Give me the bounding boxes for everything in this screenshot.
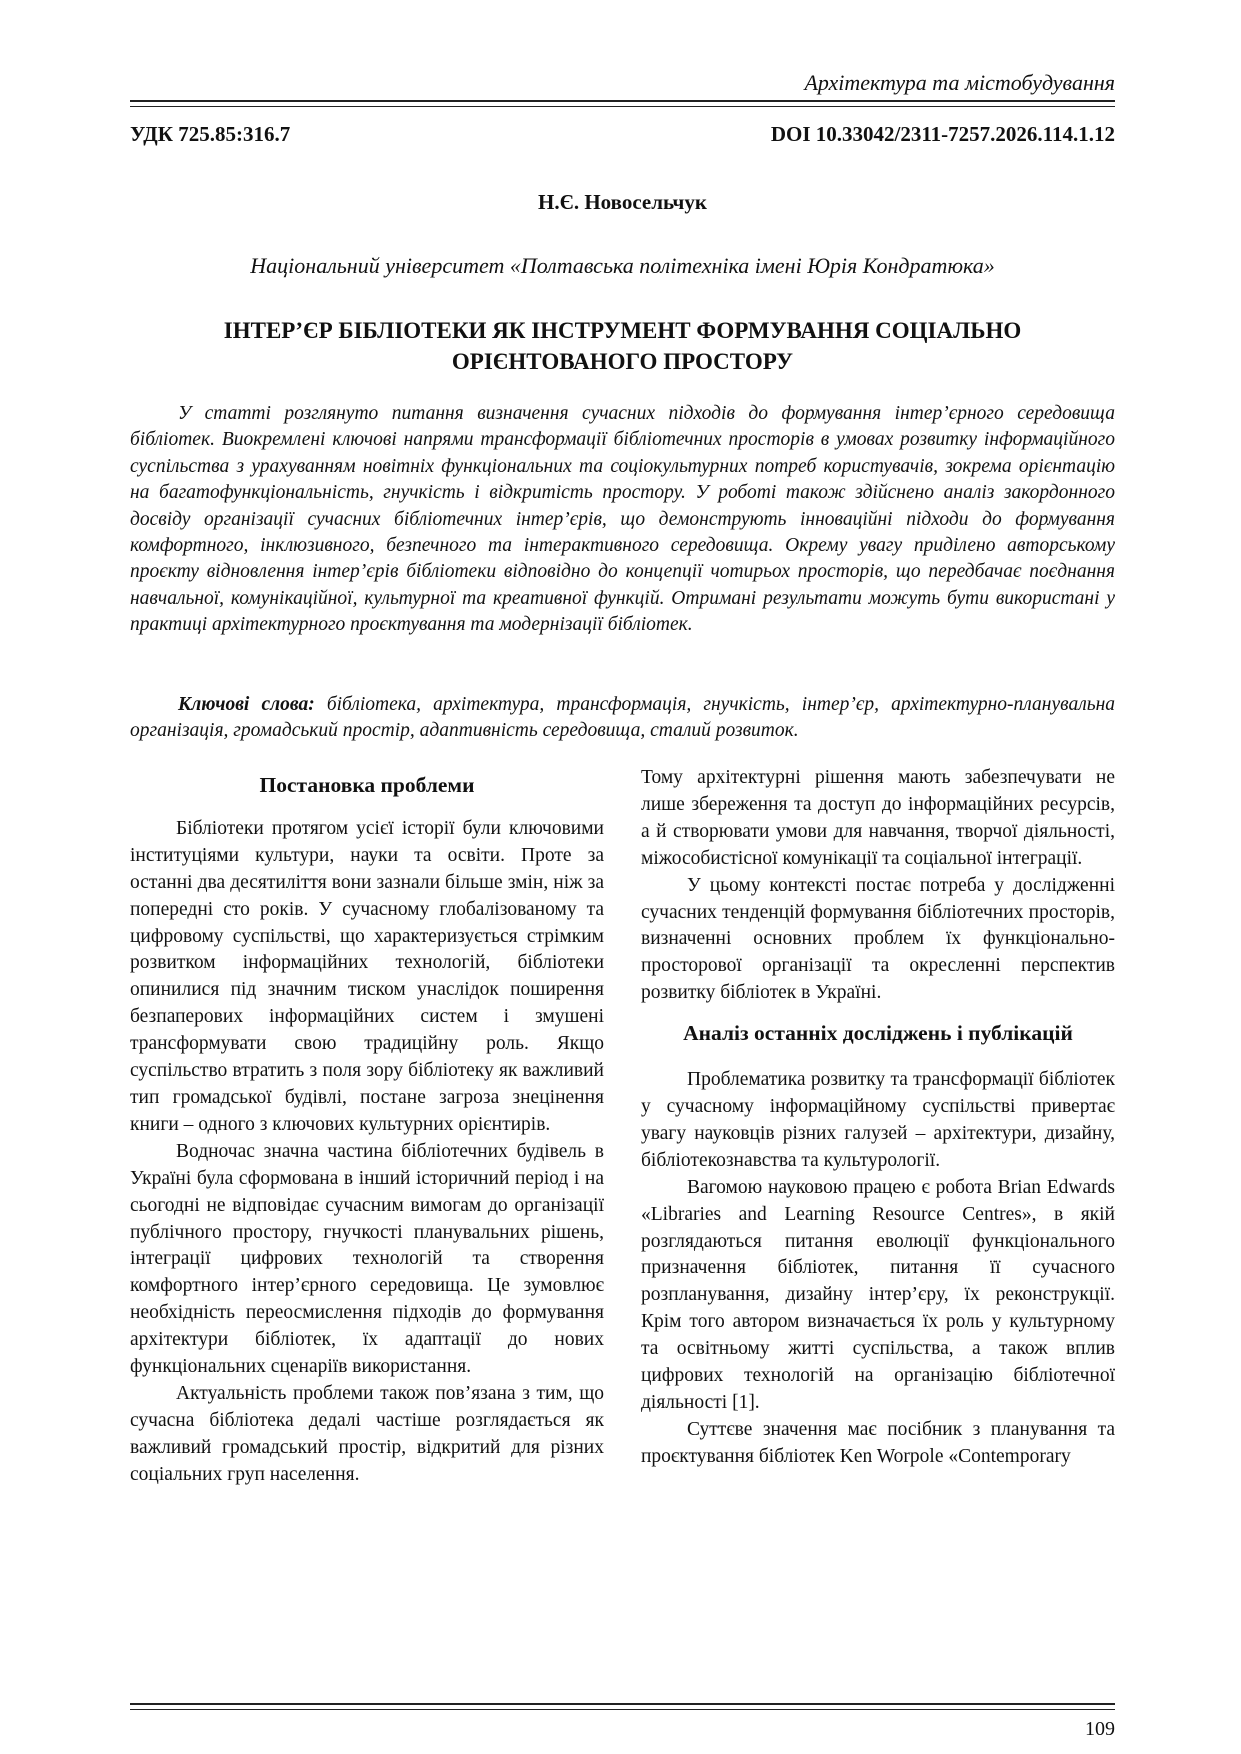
doi: DOI 10.33042/2311-7257.2026.114.1.12 [770,122,1115,146]
header-rule [130,100,1115,107]
article-title [130,315,1115,377]
section-heading-problem: Постановка проблеми [259,773,475,797]
author-name: Н.Є. Новосельчук [538,190,707,214]
keywords-label: Ключові слова: [178,694,315,715]
keywords [130,692,1115,745]
body-paragraph: У цьому контексті постає потреба у дослідженні сучасних тенденцій формування бібліотечних просторів, визначенні основних проблем їх функціонально-просторової організації та окресленні перспектив розвитку бібліотек в Україні. [641,874,1115,1004]
affiliation: Національний університет «Полтавська політехніка імені Юрія Кондратюка» [250,253,995,278]
body-paragraph: Водночас значна частина бібліотечних будівель в Україні була сформована в інший історичний період і на сьогодні не відповідає сучасним вимогам до організації публічного простору, гнучкості планувальних рішень, інтеграції цифрових технологій та створення комфортного інтер’єрного середовища. Це зумовлює необхідність переосмислення підходів до формування архітектури бібліотек, їх адаптації до нових функціональних сценаріїв використання. [130,1140,604,1378]
abstract: У статті розглянуто питання визначення сучасних підходів до формування інтер’єрного середовища бібліотек. Виокремлені ключові напрями трансформації бібліотечних просторів в умовах розвитку інформаційного суспільства з урахуванням новітніх функціональних та соціокультурних потреб користувачів, зокрема орієнтацію на багатофункціональність, гнучкість і відкритість простору. У роботі також здійснено аналіз закордонного досвіду організації сучасних бібліотечних інтер’єрів, що демонструють інноваційні підходи до формування комфортного, інклюзивного, безпечного та інтерактивного середовища. Окрему увагу приділено авторському проєкту відновлення інтер’єрів бібліотеки відповідно до концепції чотирьох просторів, що передбачає поєднання навчальної, комунікаційної, культурної та креативної функцій. Отримані результати можуть бути використані у практиці архітектурного проєктування та модернізації бібліотек. [130,403,1115,636]
udc-code: УДК 725.85:316.7 [130,122,291,146]
running-head: Архітектура та містобудування [804,70,1115,95]
body-paragraph: Бібліотеки протягом усієї історії були ключовими інституціями культури, науки та освіти. Проте за останні два десятиліття вони зазнали більше змін, ніж за попередні сто років. У сучасному глобалізованому та цифровому суспільстві, що характеризується стрімким розвитком інформаційних технологій, бібліотеки опинилися під значним тиском унаслідок поширення безпаперових інформаційних систем і змушені трансформувати свою традиційну роль. Якщо суспільство втратить з поля зору бібліотеку як важливий тип громадської будівлі, постане загроза знецінення книги – одного з ключових культурних орієнтирів. [130,817,604,1135]
page-number: 109 [1085,1718,1115,1740]
title-line-1: ІНТЕР’ЄР БІБЛІОТЕКИ ЯК ІНСТРУМЕНТ ФОРМУВАННЯ СОЦІАЛЬНО [223,318,1022,343]
keywords-list: бібліотека, архітектура, трансформація, гнучкість, інтер’єр, архітектурно-планувальна організація, громадський простір, адаптивність середовища, сталий розвиток. [130,694,1116,742]
body-paragraph: Проблематика розвитку та трансформації бібліотек у сучасному інформаційному суспільстві привертає увагу науковців різних галузей – архітектури, дизайну, бібліотекознавства та культурології. [641,1069,1115,1171]
left-column [130,768,604,1489]
identifiers-row [130,122,1115,152]
body-paragraph-continued: Тому архітектурні рішення мають забезпечувати не лише збереження та доступ до інформаційних ресурсів, а й створювати умови для навчання, творчої діяльності, міжособистісної комунікації та соціальної інтеграції. [641,767,1115,869]
footer-rule [130,1703,1115,1710]
body-paragraph: Вагомою науковою працею є робота Brian Edwards «Libraries and Learning Resource Centres», в якій розглядаються питання еволюції функціонального призначення бібліотек, питання її сучасного розпланування, дизайну інтер’єру, їх реконструкції. Крім того автором визначається їх роль у культурному та освітньому житті суспільства, а також вплив цифрових технологій на організацію бібліотечної діяльності [1]. [641,1176,1115,1413]
body-paragraph: Суттєве значення має посібник з планування та проєктування бібліотек Ken Worpole «Contemporary [641,1418,1115,1467]
right-column [641,765,1115,1471]
section-heading-analysis: Аналіз останніх досліджень і публікацій [683,1021,1073,1046]
title-line-2: ОРІЄНТОВАНОГО ПРОСТОРУ [451,349,794,374]
body-paragraph: Актуальність проблеми також пов’язана з тим, що сучасна бібліотека дедалі частіше розглядається як важливий громадський простір, відкритий для різних соціальних груп населення. [130,1382,604,1485]
